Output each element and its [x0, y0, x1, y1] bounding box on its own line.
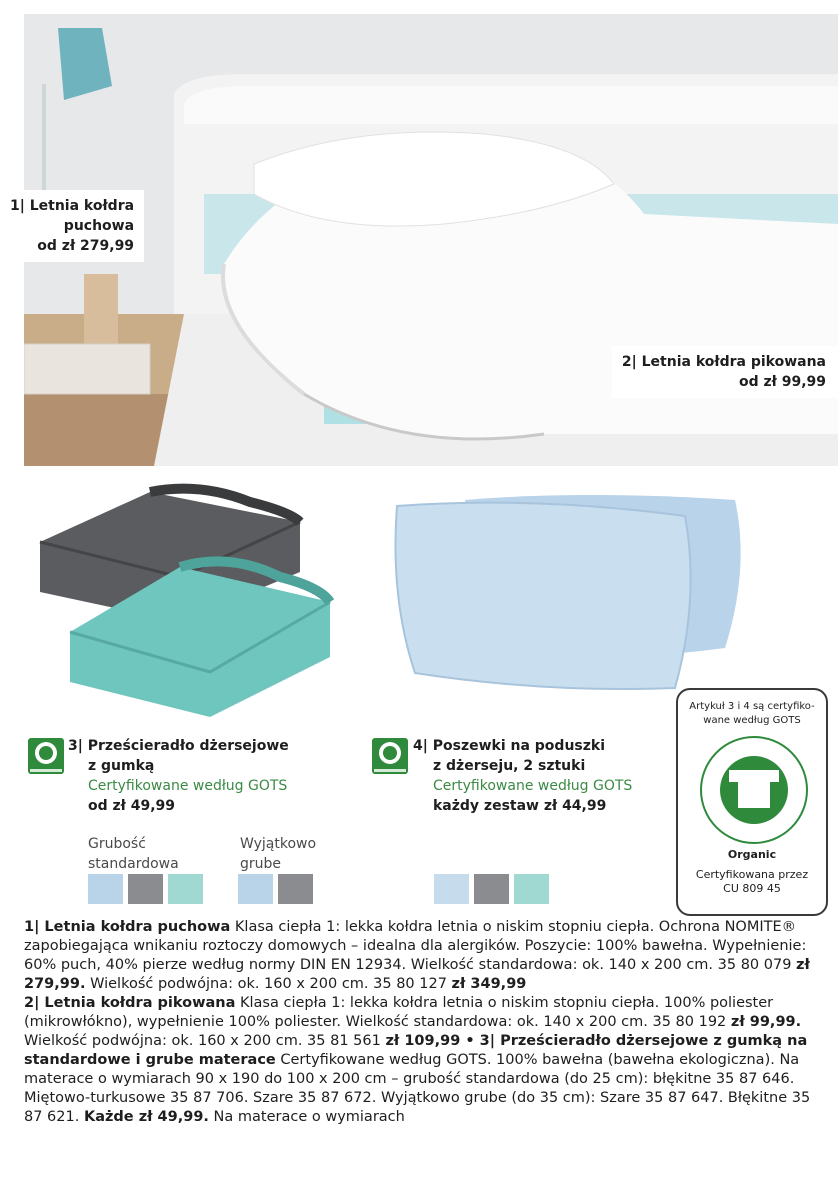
product-certification: Certyfikowane według GOTS	[433, 778, 633, 794]
product-title-line2: z gumką	[88, 758, 155, 774]
callout-quilted-duvet	[612, 346, 838, 398]
gots-top-text: Artykuł 3 i 4 są certyfiko-wane według GOTS	[689, 701, 815, 726]
swatch-mint[interactable]	[514, 874, 549, 904]
fitted-sheets-image	[30, 482, 340, 722]
callout-title-line1: 1| Letnia kołdra	[10, 198, 135, 214]
gots-certifier: Certyfikowana przez CU 809 45	[695, 868, 809, 895]
product-title-line1: 3| Prześcieradło dżersejowe	[68, 738, 289, 754]
eco-certification-icon	[372, 738, 408, 774]
product-price: od zł 49,99	[88, 798, 176, 814]
product-caption-pillowcases	[413, 736, 632, 816]
gots-certification-badge	[676, 688, 828, 916]
product-certification: Certyfikowane według GOTS	[88, 778, 288, 794]
swatch-blue[interactable]	[434, 874, 469, 904]
callout-price: od zł 99,99	[738, 374, 826, 390]
callout-down-duvet	[0, 190, 144, 262]
variant-label-standard: Grubość standardowa	[88, 836, 179, 872]
swatch-blue[interactable]	[238, 874, 273, 904]
product-title-line1: 4| Poszewki na poduszki	[413, 738, 606, 754]
swatch-grey[interactable]	[278, 874, 313, 904]
gots-organic-label: Organic	[727, 848, 777, 861]
hero-photo	[24, 14, 838, 466]
product-price: każdy zestaw zł 44,99	[433, 798, 607, 814]
product-description: 1| Letnia kołdra puchowa Klasa ciepła 1: lekka kołdra letnia o niskim stopniu ciepła. Ochrona NOMITE® zapobiegająca wnikaniu roztoczy domowych – idealna dla alergików. Poszycie: 100% bawełna. Wypełnienie: 60% puch, 40% pierze według normy DIN EN 12934. Wielkość standardowa: ok. 140 x 200 cm. 35 80 079 zł 279,99. Wielkość podwójna: ok. 160 x 200 cm. 35 80 127 zł 349,99 2| Letnia kołdra pikowana Klasa ciepła 1: lekka kołdra letnia o niskim stopniu ciepła. 100% poliester (mikrowłókno), wypełnienie 100% poliester. Wielkość standardowa: ok. 140 x 200 cm. 35 80 192 zł 99,99. Wielkość podwójna: ok. 160 x 200 cm. 35 81 561 zł 109,99 • 3| Prześcieradło dżersejowe z gumką na standardowe i grube materace Certyfikowane według GOTS. 100% bawełna (bawełna ekologiczna). Na materace o wymiarach 90 x 190 do 100 x 200 cm – grubość standardowa (do 25 cm): błękitne 35 87 646. Miętowo-turkusowe 35 87 706. Szare 35 87 672. Wyjątkowo grube (do 35 cm): Szare 35 87 647. Błękitne 35 87 621. Każde zł 49,99. Na materace o wymiarach	[24, 919, 811, 1125]
swatch-mint[interactable]	[168, 874, 203, 904]
swatch-grey[interactable]	[128, 874, 163, 904]
product-title-line2: z dżerseju, 2 sztuki	[433, 758, 586, 774]
callout-price: od zł 279,99	[37, 238, 135, 254]
eco-certification-icon	[28, 738, 64, 774]
swatch-blue[interactable]	[88, 874, 123, 904]
callout-title: 2| Letnia kołdra pikowana	[621, 354, 826, 370]
bedroom-illustration	[24, 14, 838, 466]
callout-title-line2: puchowa	[63, 218, 135, 234]
pillowcases-image	[385, 488, 755, 698]
gots-seal-logo	[700, 736, 808, 844]
product-caption-fitted-sheet	[68, 736, 289, 816]
swatch-grey[interactable]	[474, 874, 509, 904]
variant-label-extra-thick: Wyjątkowo grube	[240, 836, 317, 872]
